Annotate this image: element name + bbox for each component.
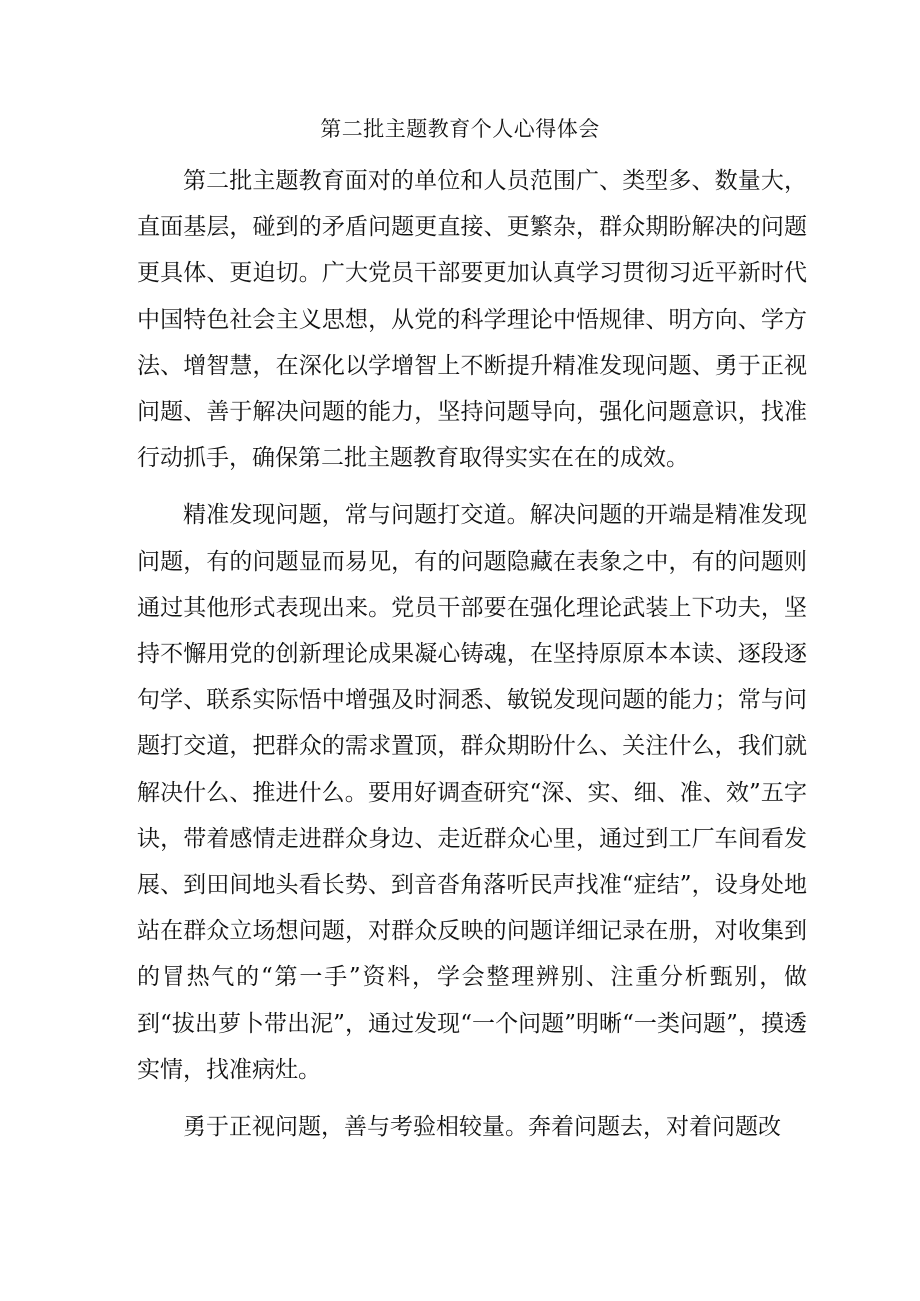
paragraph-3: 勇于正视问题，善与考验相较量。奔着问题去，对着问题改 xyxy=(183,1114,781,1141)
document-title: 第二批主题教育个人心得体会 xyxy=(320,117,600,141)
paragraph-1: 第二批主题教育面对的单位和人员范围广、类型多、数量大，直面基层，碰到的矛盾问题更直接、更繁杂，群众期盼解决的问题更具体、更迫切。广大党员干部要更加认真学习贯彻习近平新时代中国特色社会主义思想，从党的科学理论中悟规律、明方向、学方法、增智慧，在深化以学增智上不断提升精准发现问题、勇于正视问题、善于解决问题的能力，坚持问题导向，强化问题意识，找准行动抓手，确保第二批主题教育取得实实在在的成效。 xyxy=(137,168,807,472)
paragraph-2: 精准发现问题，常与问题打交道。解决问题的开端是精准发现问题，有的问题显而易见，有的问题隐藏在表象之中，有的问题则通过其他形式表现出来。党员干部要在强化理论武装上下功夫，坚持不懈用党的创新理论成果凝心铸魂，在坚持原原本本读、逐段逐句学、联系实际悟中增强及时洞悉、敏锐发现问题的能力；常与问题打交道，把群众的需求置顶，群众期盼什么、关注什么，我们就解决什么、推进什么。要用好调查研究“深、实、细、准、效”五字诀，带着感情走进群众身边、走近群众心里，通过到工厂车间看发展、到田间地头看长势、到音沓角落听民声找准“症结”，设身处地站在群众立场想问题，对群众反映的问题详细记录在册，对收集到的冒热气的“第一手”资料，学会整理辨别、注重分析甄别，做到“拔出萝卜带出泥”，通过发现“一个问题”明晰“一类问题”，摸透实情，找准病灶。 xyxy=(137,502,807,1083)
document-body xyxy=(137,158,807,1161)
